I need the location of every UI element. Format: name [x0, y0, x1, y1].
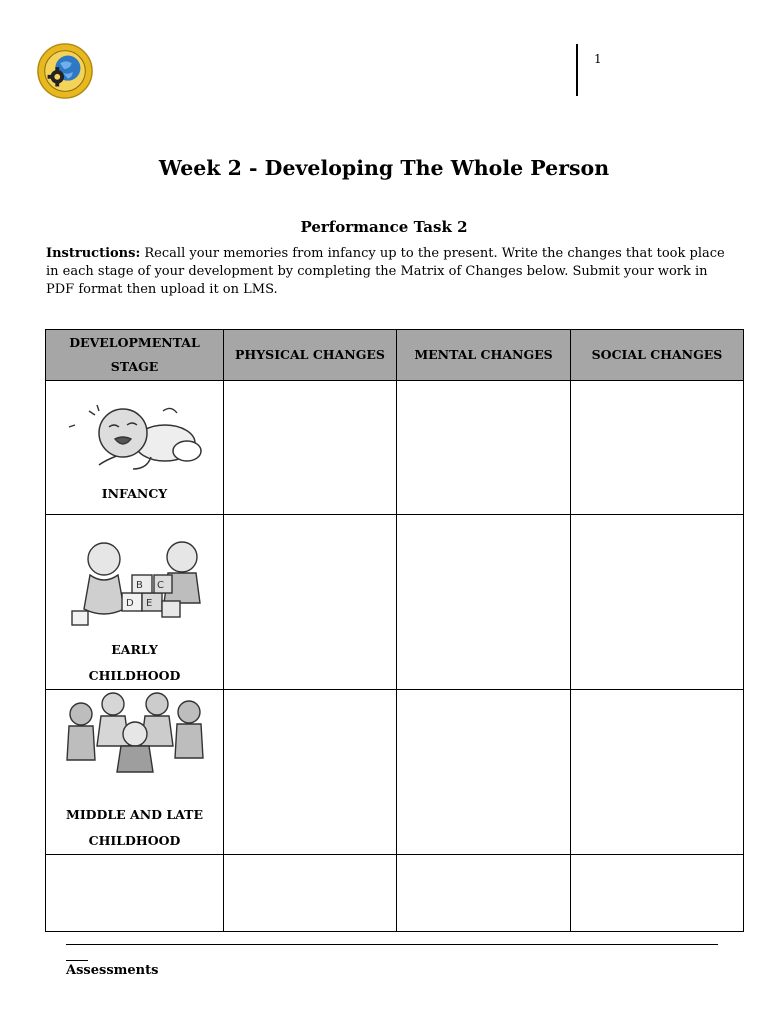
social-changes-cell[interactable]	[571, 690, 744, 855]
header-developmental-stage: DEVELOPMENTAL STAGE	[46, 330, 224, 381]
instructions-text: Recall your memories from infancy up to the present. Write the changes that took place in each stage of your development by completing the Matrix of Changes below. Submit your work in PDF format then upload it on LMS.	[46, 246, 725, 297]
stage-cell-infancy	[46, 381, 224, 515]
mental-changes-cell[interactable]	[397, 381, 571, 515]
stage-cell-middle-late-childhood	[46, 690, 224, 855]
mental-changes-cell[interactable]	[397, 690, 571, 855]
social-changes-cell[interactable]	[571, 855, 744, 932]
table-row	[46, 690, 744, 855]
page-number: 1	[594, 52, 602, 66]
mental-changes-cell[interactable]	[397, 855, 571, 932]
crying-baby-icon	[65, 403, 205, 475]
stage-label: CHILDHOOD	[88, 833, 181, 848]
table-row	[46, 381, 744, 515]
stage-label: INFANCY	[101, 486, 168, 501]
group-of-children-icon	[57, 690, 213, 774]
stage-label: EARLY	[111, 642, 158, 657]
svg-text:E: E	[145, 598, 152, 609]
matrix-of-changes	[45, 329, 744, 932]
header-physical-changes: PHYSICAL CHANGES	[224, 330, 397, 381]
children-playing-blocks-icon	[62, 539, 208, 633]
physical-changes-cell[interactable]	[224, 381, 397, 515]
physical-changes-cell[interactable]	[224, 690, 397, 855]
physical-changes-cell[interactable]	[224, 515, 397, 690]
svg-text:B: B	[135, 580, 143, 591]
header-mental-changes: MENTAL CHANGES	[397, 330, 571, 381]
header-divider	[576, 44, 578, 96]
svg-text:C: C	[156, 580, 164, 591]
stage-label: MIDDLE AND LATE	[66, 807, 203, 822]
school-seal-icon	[36, 42, 94, 100]
stage-cell-early-childhood	[46, 515, 224, 690]
svg-text:D: D	[125, 598, 134, 609]
instructions	[46, 245, 736, 299]
footer-divider	[66, 944, 718, 945]
social-changes-cell[interactable]	[571, 381, 744, 515]
stage-cell-empty[interactable]	[46, 855, 224, 932]
footer-section-label: Assessments	[66, 963, 159, 978]
instructions-label: Instructions:	[46, 246, 141, 261]
task-title: Performance Task 2	[300, 218, 468, 236]
social-changes-cell[interactable]	[571, 515, 744, 690]
table-row	[46, 515, 744, 690]
stage-label: CHILDHOOD	[88, 668, 181, 683]
physical-changes-cell[interactable]	[224, 855, 397, 932]
table-row	[46, 855, 744, 932]
footer-divider-tail	[66, 960, 88, 961]
header-social-changes: SOCIAL CHANGES	[571, 330, 744, 381]
page-title: Week 2 - Developing The Whole Person	[158, 156, 610, 180]
mental-changes-cell[interactable]	[397, 515, 571, 690]
